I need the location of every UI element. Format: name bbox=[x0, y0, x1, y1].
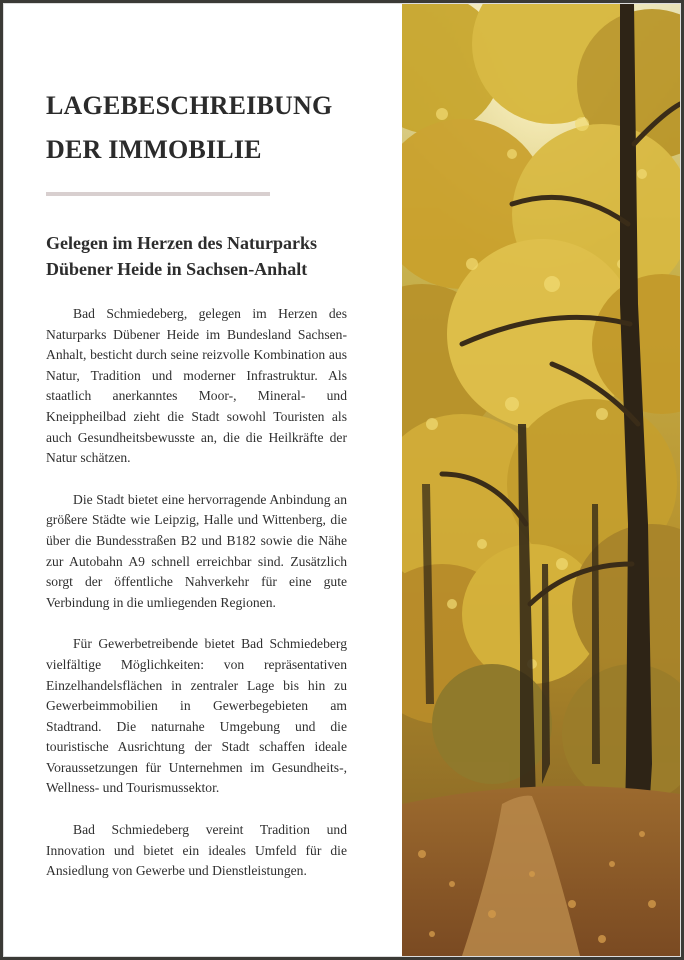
page-title bbox=[46, 84, 376, 172]
title-divider bbox=[46, 192, 270, 196]
forest-illustration bbox=[402, 4, 680, 956]
brochure-page bbox=[4, 4, 680, 956]
paragraph-connectivity: Die Stadt bietet eine hervorragende Anbindung an größere Städte wie Leipzig, Halle und Wittenberg, die über die Bundesstraßen B2 und B182 sowie die Nähe zur Autobahn A9 schnell erreichbar sind. Zusätzlich sorgt der öffentliche Nahverkehr für eine gute Verbindung in die umliegenden Regionen. bbox=[46, 491, 347, 610]
subtitle-line-2: Dübener Heide in Sachsen-Anhalt bbox=[46, 259, 308, 279]
page-title-line-2: DER IMMOBILIE bbox=[46, 135, 262, 164]
section-subtitle bbox=[46, 230, 366, 282]
autumn-forest-path-photo bbox=[402, 4, 680, 956]
paragraph-location: Bad Schmiedeberg, gelegen im Herzen des Naturparks Dübener Heide im Bundesland Sachsen-Anhalt, besticht durch seine reizvolle Kombination aus Natur, Tradition und moderner Infrastruktur. Als staatlich anerkanntes Moor-, Mineral- und Kneippheilbad zieht die Stadt sowohl Touristen als auch Gesundheitsbewusste an, die die Heilkräfte der Natur schätzen. bbox=[46, 306, 347, 466]
paragraph-business: Für Gewerbetreibende bietet Bad Schmiedeberg vielfältige Möglichkeiten: von repräsentativen Einzelhandelsflächen in zentraler Lage bis hin zu Gewerbeimmobilien in Gewerbegebieten am Stadtrand. Die naturnahe Umgebung und die touristische Ausrichtung der Stadt schaffen ideale Voraussetzungen für Unternehmen im Gesundheits-, Wellness- und Tourismussektor. bbox=[46, 636, 347, 796]
paragraph-summary: Bad Schmiedeberg vereint Tradition und Innovation und bietet ein ideales Umfeld für die Ansiedlung von Gewerbe und Dienstleistungen. bbox=[46, 822, 347, 879]
subtitle-line-1: Gelegen im Herzen des Naturparks bbox=[46, 233, 317, 253]
text-column bbox=[4, 4, 402, 956]
body-text bbox=[46, 304, 347, 903]
page-title-line-1: LAGEBESCHREIBUNG bbox=[46, 91, 333, 120]
